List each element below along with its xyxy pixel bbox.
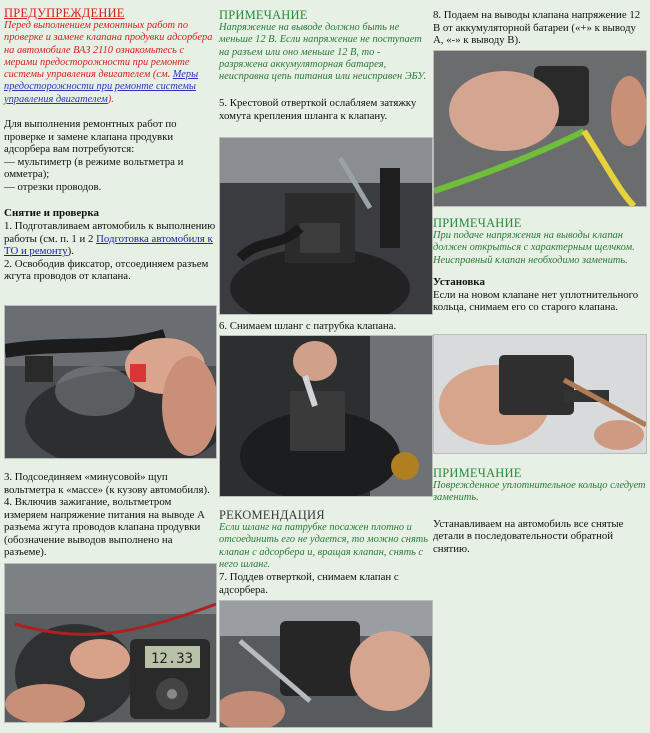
photo-remove-valve: [219, 600, 433, 728]
note-3-text: Поврежденное уплотнительное кольцо следует заменить.: [433, 480, 646, 504]
install-title: Установка: [433, 275, 485, 288]
step-7: 7. Поддев отверткой, снимаем клапан с адсорбера.: [219, 571, 399, 596]
multimeter-display: 12.33: [150, 651, 194, 667]
final-text: Устанавливаем на автомобиль все снятые детали в последовательности обратной снятию.: [433, 517, 624, 555]
step-1: [4, 220, 216, 258]
note-3-title: ПРИМЕЧАНИЕ: [433, 466, 522, 480]
column-3: [433, 0, 646, 47]
install-text: Если на новом клапане нет уплотнительного кольца, снимаем его со старого клапана.: [433, 288, 639, 314]
photo-remove-hose: [219, 335, 433, 497]
note-2-text: При подаче напряжения на выводы клапан должен открыться с характерным щелчком. Неисправный клапан необходимо заменить.: [433, 230, 635, 266]
column-2-middle: [219, 320, 431, 333]
warning-text-post: ).: [107, 93, 114, 105]
step-3: 3. Подсоединяем «минусовой» щуп вольтметра к «массе» (к кузову автомобиля).: [4, 471, 210, 496]
column-1: [4, 0, 216, 283]
column-1-lower: [4, 471, 216, 559]
photo-connector-disconnect: [4, 305, 217, 459]
step-8: 8. Подаем на выводы клапана напряжение 12 В от аккумуляторной батареи («+» к выводу А, «-» к выводу В).: [433, 9, 641, 46]
precautions-link[interactable]: Меры предосторожности при ремонте системы управления двигателем: [4, 69, 199, 105]
tool-wires: — отрезки проводов.: [4, 180, 102, 193]
section-removal-title: Снятие и проверка: [4, 207, 99, 220]
note-1-text: Напряжение на выводе должно быть не меньше 12 В. Если напряжение не поступает на разъем или оно меньше 12 В, то - разряжена аккумуляторная батарея, неисправна цепь питания или неисправен ЭБУ.: [219, 22, 427, 83]
warning-title: ПРЕДУПРЕЖДЕНИЕ: [4, 6, 125, 20]
photo-valve-test: [433, 50, 647, 207]
column-3-middle: [433, 216, 646, 314]
column-3-lower: [433, 466, 646, 555]
photo-voltage-measure: [4, 563, 217, 723]
recommendation-text: Если шланг на патрубке посажен плотно и отсоединить его не удается, то можно снять клапан с адсорбера и, вращая клапан, снять с него шланг.: [219, 522, 429, 570]
step-1-post: ).: [67, 245, 74, 258]
tool-multimeter: — мультиметр (в режиме вольтметра и омметра);: [4, 155, 184, 181]
column-2-lower: [219, 508, 431, 596]
step-6: 6. Снимаем шланг с патрубка клапана.: [219, 320, 397, 332]
step-4: 4. Включив зажигание, вольтметром измеряем напряжение питания на выводе А разъема жгута проводов клапана продувки (обозначение выводов выполнено на разъеме).: [4, 496, 205, 558]
preparation-link[interactable]: Подготовка автомобиля к ТО и ремонту: [4, 232, 213, 258]
recommendation-title: РЕКОМЕНДАЦИЯ: [219, 508, 325, 522]
warning-text-pre: Перед выполнением ремонтных работ по проверке и замене клапана продувки адсорбера на автомобиле ВАЗ 2110 ознакомьтесь с мерами предосторожности при ремонте системы управления двигателем (см.: [4, 20, 213, 81]
step-5: 5. Крестовой отверткой ослабляем затяжку хомута крепления шланга к клапану.: [219, 97, 417, 122]
step-1-pre: 1. Подготавливаем автомобиль к выполнению работы (см. п. 1 и 2: [4, 220, 216, 245]
note-1-title: ПРИМЕЧАНИЕ: [219, 8, 308, 22]
note-2-title: ПРИМЕЧАНИЕ: [433, 216, 522, 230]
step-2: 2. Освободив фиксатор, отсоединяем разъем жгута проводов от клапана.: [4, 257, 209, 283]
warning-text: [4, 20, 216, 106]
tools-intro: Для выполнения ремонтных работ по проверке и замене клапана продувки адсорбера вам потребуются:: [4, 118, 177, 156]
column-2: [219, 0, 431, 122]
photo-seal-ring: [433, 334, 647, 454]
photo-loosen-clamp: [219, 137, 433, 315]
